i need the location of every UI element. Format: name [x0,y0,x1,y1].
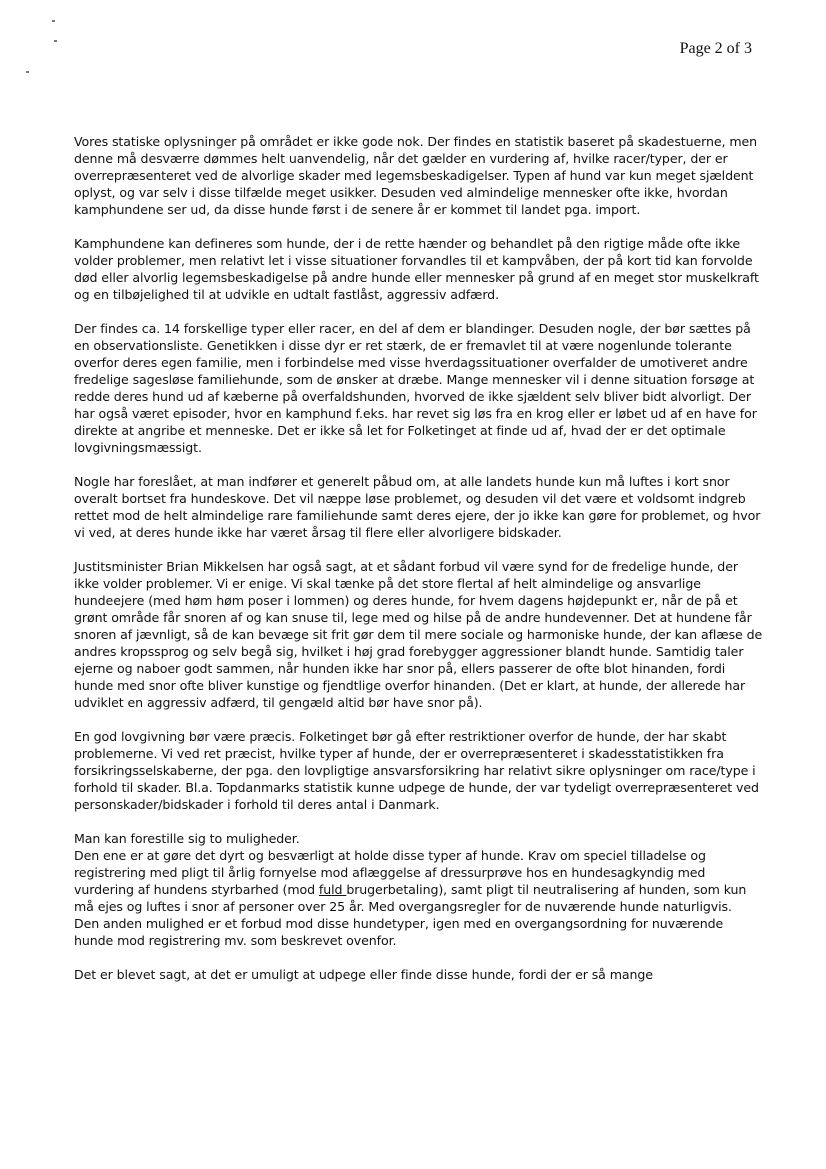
paragraph-definition: Kamphundene kan defineres som hunde, der i de rette hænder og behandlet på den rigtige måde ofte ikke volder problemer, men relativt let i visse situationer forvandles til et kampvåben, der på kort tid kan forvolde død eller alvorlig legemsbeskadigelse på andre hunde eller mennesker på grund af en meget stor muskelkraft og en tilbøjelighed til at udvikle en udtalt fastlåst, aggressiv adfærd. [74,236,759,302]
paragraph-minister: Justitsminister Brian Mikkelsen har også sagt, at et sådant forbud vil være synd for de fredelige hunde, der ikke volder problemer. Vi er enige. Vi skal tænke på det store flertal af helt almindelige og ansvarlige hundeejere (med høm høm poser i lommen) og deres hunde, for hvem dagens højdepunkt er, når de på et grønt område får snoren af og kan snuse til, lege med og hilse på de andre hundevenner. Det at hundene får snoren af jævnligt, så de kan bevæge sit frit gør dem til mere sociale og harmoniske hunde, der kan aflæse de andres kropssprog og selv begå sig, hvilket i høj grad forebygger aggressioner blandt hunde. Samtidig taler ejerne og naboer godt sammen, når hunden ikke har snor på, ellers passerer de ofte blot hinanden, fordi hunde med snor ofte bliver kunstige og fjendtlige overfor hinanden. (Det er klart, at hunde, der allerede har udviklet en aggressiv adfærd, til gengæld altid bør have snor på). [74,559,763,710]
paragraph-closing: Det er blevet sagt, at det er umuligt at udpege eller finde disse hunde, fordi der er så mange [74,967,653,982]
scan-mark [52,20,55,22]
options-intro: Man kan forestille sig to muligheder. [74,831,300,846]
option-one-text-end: brugerbetaling), samt pligt til neutralisering af hunden, som kun må ejes og luftes i snor af personer over 25 år. Med overgangsregler for de nuværende hunde naturligvis. [74,882,747,914]
option-one [74,847,764,915]
page-number: Page 2 of 3 [679,40,752,57]
scan-mark [26,71,29,73]
paragraph-legislation: En god lovgivning bør være præcis. Folketinget bør gå efter restriktioner overfor de hunde, der har skabt problemerne. Vi ved ret præcist, hvilke typer af hunde, der er overrepræsenteret i skadesstatistikken fra forsikringsselskaberne, der pga. den lovpligtige ansvarsforsikring har relativt sikre oplysninger om race/type i forhold til skader. Bl.a. Topdanmarks statistik kunne udpege de hunde, der var tydeligt overrepræsenteret ved personskader/bidskader i forhold til deres antal i Danmark. [74,729,759,812]
scan-mark [54,40,57,42]
option-one-text-start: Den ene er at gøre det dyrt og besværligt at holde disse typer af hunde. Krav om speciel tilladelse og registrering med pligt til årlig fornyelse mod aflæggelse af dressurprøve hos en hundesagkyndig med vurdering af hundens styrbarhed (mod [74,848,706,897]
option-two: Den anden mulighed er et forbud mod disse hundetyper, igen med en overgangsordning for nuværende hunde mod registrering mv. som beskrevet ovenfor. [74,916,724,948]
paragraph-types: Der findes ca. 14 forskellige typer eller racer, en del af dem er blandinger. Desuden nogle, der bør sættes på en observationsliste. Genetikken i disse dyr er ret stærk, de er fremavlet til at være nogenlunde tolerante overfor deres egen familie, men i forbindelse med visse hverdagssituationer overfalder de umotiveret andre fredelige sagesløse familiehunde, som de ønsker at dræbe. Mange mennesker vil i denne situation forsøge at redde deres hund ud af kæberne på overfaldshunden, hvorved de ikke sjældent selv bliver bidt alvorligt. Der har også været episoder, hvor en kamphund f.eks. har revet sig løs fra en krog eller er løbet ud af en have for direkte at angribe et menneske. Det er ikke så let for Folketinget at finde ud af, hvad der er det optimale lovgivningsmæssigt. [74,321,757,455]
paragraph-leash-proposal: Nogle har foreslået, at man indfører et generelt påbud om, at alle landets hunde kun må luftes i kort snor overalt bortset fra hundeskove. Det vil næppe løse problemet, og desuden vil det være et voldsomt indgreb rettet mod de helt almindelige rare familiehunde samt deres ejere, der jo ikke kan gøre for problemet, og hvor vi ved, at deres hunde ikke har været årsag til flere eller alvorligere bidskader. [74,474,761,540]
letter-body [74,133,764,1000]
option-one-underlined: fuld [318,882,347,897]
paragraph-statistics: Vores statiske oplysninger på området er ikke gode nok. Der findes en statistik baseret på skadestuerne, men denne må desværre dømmes helt uanvendelig, når det gælder en vurdering af, hvilke racer/typer, der er overrepræsenteret ved de alvorlige skader med legemsbeskadigelser. Typen af hund var kun meget sjældent oplyst, og var selv i disse tilfælde meget usikker. Desuden ved almindelige mennesker ofte ikke, hvordan kamphundene ser ud, da disse hunde først i de senere år er kommet til landet pga. import. [74,134,758,217]
